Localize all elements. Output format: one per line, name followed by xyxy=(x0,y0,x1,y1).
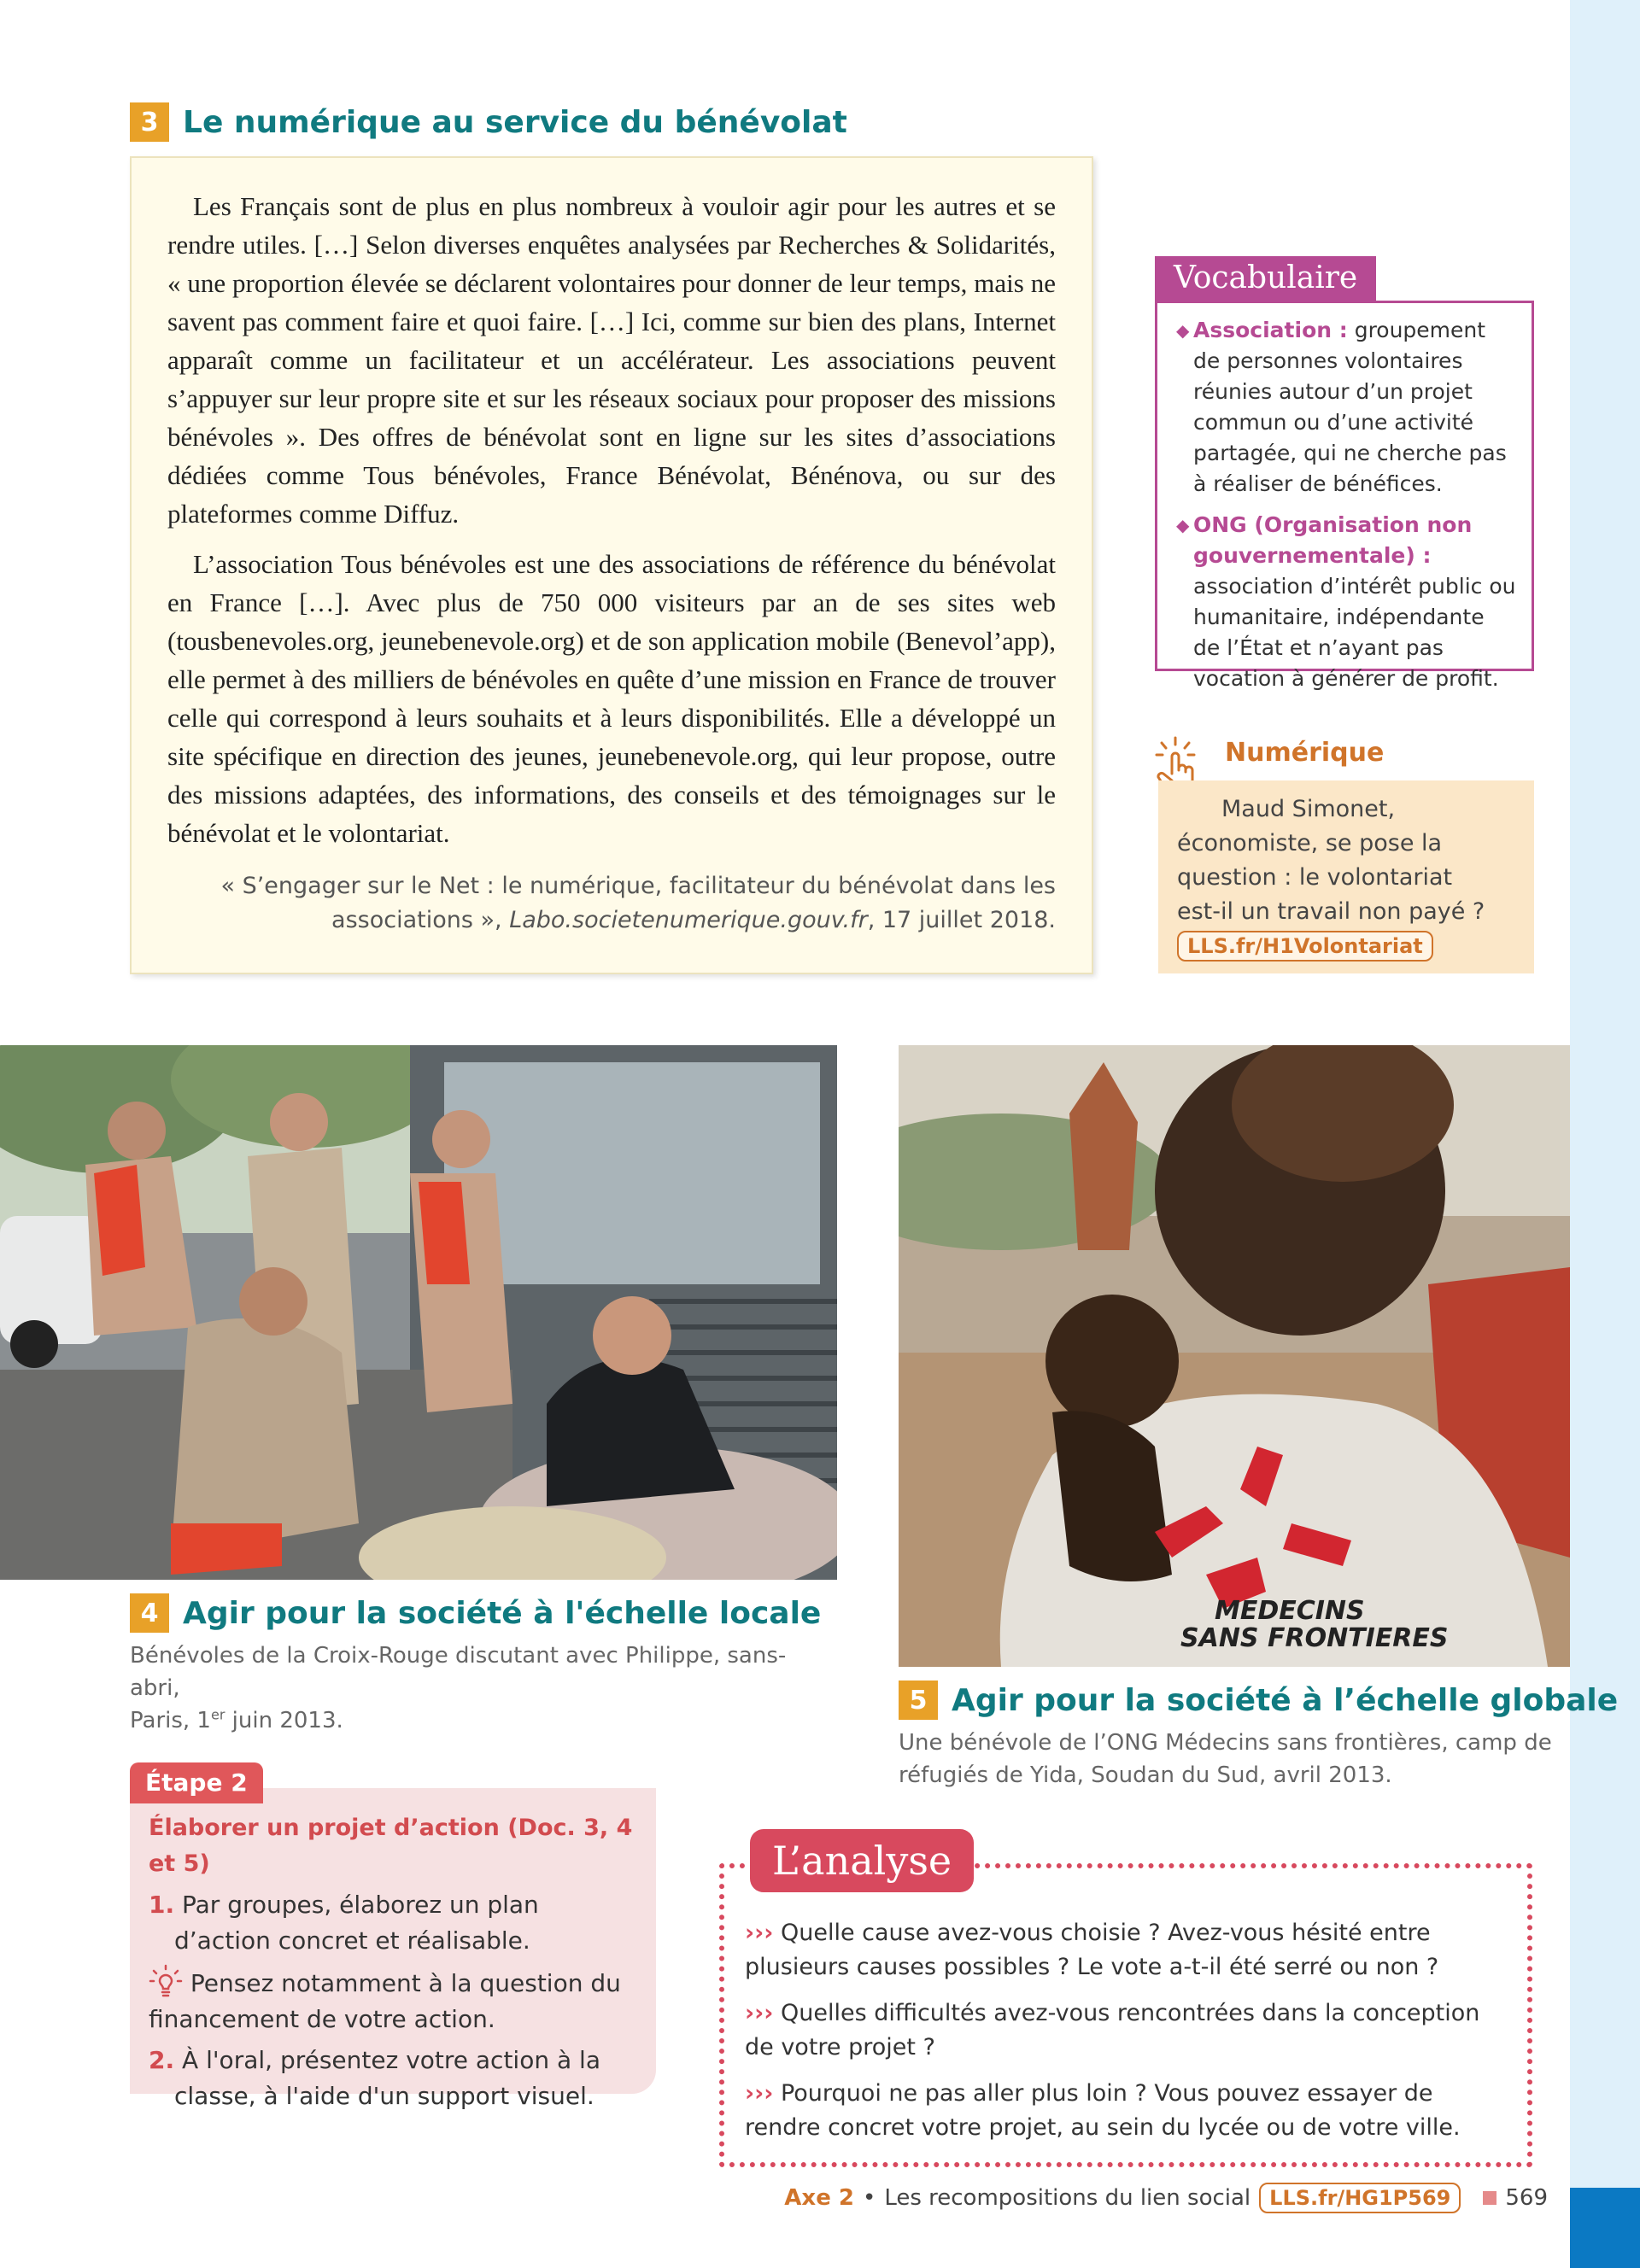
numerique-link[interactable]: LLS.fr/H1Volontariat xyxy=(1177,931,1433,962)
footer-marker xyxy=(1483,2191,1496,2205)
analyse-question-text: Quelle cause avez-vous choisie ? Avez-vous hésité entre plusieurs causes possibles ? Le vote a-t-il été serré ou non ? xyxy=(745,1920,1439,1980)
triple-chevron-icon: ››› xyxy=(745,1920,774,1946)
numerique-title: Numérique xyxy=(1225,738,1385,768)
etape-tip xyxy=(149,1964,639,2037)
doc3-source-date: , 17 juillet 2018. xyxy=(867,907,1056,933)
page-number: 569 xyxy=(1505,2185,1548,2211)
etape-tip-text: Pensez notamment à la question du financement de votre action. xyxy=(149,1969,621,2033)
msf-logo-text: SANS FRONTIERES xyxy=(1180,1623,1449,1653)
etape-tab: Étape 2 xyxy=(130,1762,263,1803)
triple-chevron-icon: ››› xyxy=(745,2080,774,2107)
vocabulary-definition: association d’intérêt public ou humanitaire, indépendante de l’État et n’ayant pas vocation à générer de profit. xyxy=(1193,574,1516,691)
doc5-caption xyxy=(899,1727,1565,1792)
footer-axe: Axe 2 xyxy=(784,2185,854,2211)
msf-logo-text: MEDECINS xyxy=(1215,1596,1365,1626)
numerique-line: question : le volontariat xyxy=(1177,864,1453,891)
page-footer xyxy=(784,2181,1548,2215)
doc3-text-box xyxy=(130,156,1093,974)
etape-heading: Élaborer un projet d’action (Doc. 3, 4 et 5) xyxy=(149,1815,633,1877)
page-edge-tab xyxy=(1570,2188,1640,2268)
lightbulb-icon xyxy=(149,1964,183,1998)
vocabulary-definition: groupement de personnes volontaires réunies autour d’un projet commun ou d’une activité partagée, qui ne cherche pas à réaliser de bénéfices. xyxy=(1193,318,1507,496)
vocabulary-item xyxy=(1176,510,1516,694)
doc5-caption-line: réfugiés de Yida, Soudan du Sud, avril 2013. xyxy=(899,1762,1392,1788)
doc3-paragraph-2: L’association Tous bénévoles est une des associations de référence du bénévolat en France […]. Avec plus de 750 000 visiteurs par an de ses sites web (tousbenevoles.org, jeunebenevole.org) et de son application mobile (Benevol’app), elle permet à des milliers de bénévoles en quête d’une mission en France de trouver celle qui correspond à leurs souhaits et à leurs disponibilités. Elle a développé un site spécifique en direction des jeunes, jeunebenevole.org, qui leur propose, outre des missions adaptées, des informations, des conseils et des témoignages sur le bénévolat et le volontariat. xyxy=(167,549,1056,848)
analyse-question xyxy=(745,1996,1514,2065)
doc3-source-site: Labo.societenumerique.gouv.fr xyxy=(509,907,868,933)
etape-item xyxy=(149,2043,639,2114)
numerique-box xyxy=(1158,780,1534,973)
vocabulary-item xyxy=(1176,315,1516,500)
analyse-question-text: Pourquoi ne pas aller plus loin ? Vous pouvez essayer de rendre concret votre projet, au sein du lycée ou de votre ville. xyxy=(745,2080,1461,2141)
analyse-question-text: Quelles difficultés avez-vous rencontrées dans la conception de votre projet ? xyxy=(745,2000,1480,2060)
etape-item xyxy=(149,1887,639,1959)
etape-item-number: 2. xyxy=(149,2046,175,2074)
doc-number-badge: 4 xyxy=(130,1593,169,1633)
doc4-title xyxy=(130,1593,821,1633)
analyse-tab: L’analyse xyxy=(750,1829,974,1892)
photo-msf-volunteer xyxy=(899,1045,1570,1667)
footer-section: Les recompositions du lien social xyxy=(884,2185,1251,2211)
numerique-line: est-il un travail non payé ? xyxy=(1177,898,1485,925)
doc3-title xyxy=(130,102,847,142)
diamond-bullet-icon: ◆ xyxy=(1176,320,1190,341)
doc4-caption-text: juin 2013. xyxy=(225,1708,343,1733)
doc3-title-text: Le numérique au service du bénévolat xyxy=(183,104,847,140)
doc4-title-text: Agir pour la société à l'échelle locale xyxy=(183,1595,822,1631)
page-edge-band xyxy=(1570,0,1640,2268)
analyse-question xyxy=(745,2077,1514,2145)
doc4-caption-text: Paris, 1 xyxy=(130,1708,211,1733)
doc-number-badge: 3 xyxy=(130,102,169,142)
doc3-paragraph-1: Les Français sont de plus en plus nombreux à vouloir agir pour les autres et se rendre utiles. […] Selon diverses enquêtes analysées par Recherches & Solidarités, « une proportion élevée se déclarent volontaires pour donner de leur temps, mais ne savent pas comment faire et quoi faire. […] Ici, comme sur bien des plans, Internet apparaît comme un facilitateur et un accélérateur. Les associations peuvent s’appuyer sur leur propre site et sur les réseaux sociaux pour proposer des missions bénévoles ». Des offres de bénévolat sont en ligne sur les sites d’associations dédiées comme Tous bénévoles, France Bénévolat, Bénénova, ou sur des plateformes comme Diffuz. xyxy=(167,191,1056,529)
numerique-line: Maud Simonet, xyxy=(1221,796,1396,822)
doc3-source xyxy=(167,869,1056,938)
etape-item-text: Par groupes, élaborez un plan d’action concret et réalisable. xyxy=(174,1891,539,1955)
etape-item-number: 1. xyxy=(149,1891,175,1919)
footer-link[interactable]: LLS.fr/HG1P569 xyxy=(1259,2183,1461,2213)
doc4-caption-line: Bénévoles de la Croix-Rouge discutant avec Philippe, sans-abri, xyxy=(130,1643,787,1701)
doc4-caption xyxy=(130,1640,813,1737)
doc3-source-title: « S’engager sur le Net : le numérique, facilitateur du bénévolat dans les associations », xyxy=(220,873,1056,933)
doc5-title-text: Agir pour la société à l’échelle globale xyxy=(952,1682,1619,1718)
vocabulary-term: Association : xyxy=(1193,318,1348,342)
vocabulary-term: ONG (Organisation non gouvernementale) : xyxy=(1193,512,1473,568)
numerique-line: économiste, se pose la xyxy=(1177,830,1443,856)
diamond-bullet-icon: ◆ xyxy=(1176,515,1190,535)
vocabulary-box xyxy=(1155,301,1534,691)
etape-box xyxy=(130,1788,656,2110)
triple-chevron-icon: ››› xyxy=(745,2000,774,2026)
doc4-caption-sup: er xyxy=(210,1706,226,1723)
etape-item-text: À l'oral, présentez votre action à la classe, à l'aide d'un support visuel. xyxy=(174,2046,600,2110)
footer-separator: • xyxy=(862,2185,876,2211)
doc-number-badge: 5 xyxy=(899,1681,938,1720)
doc5-title xyxy=(899,1681,1618,1720)
doc5-caption-line: Une bénévole de l’ONG Médecins sans frontières, camp de xyxy=(899,1730,1552,1756)
photo-red-cross-volunteers xyxy=(0,1045,837,1580)
vocabulary-tab: Vocabulaire xyxy=(1155,256,1376,301)
analyse-question xyxy=(745,1916,1514,1984)
